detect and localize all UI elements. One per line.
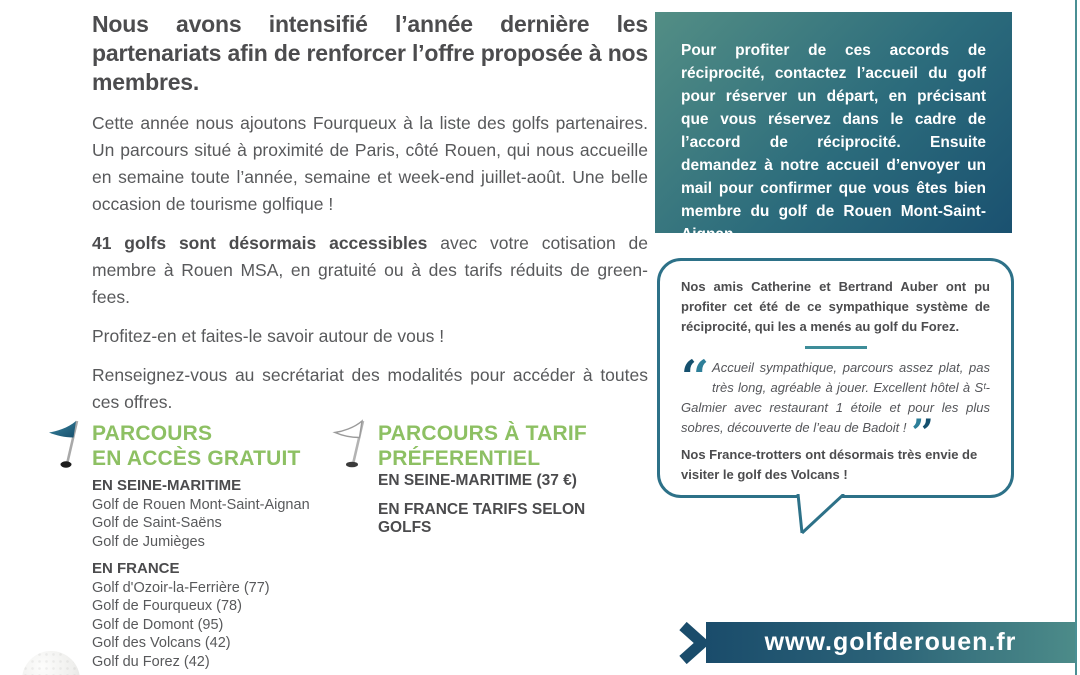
article-column [92,10,648,428]
preferential-section-lines [378,472,638,537]
preferential-line-france: EN FRANCE TARIFS SELON GOLFS [378,501,586,536]
preferential-section-heading [378,421,587,471]
list-item: Golf de Fourqueux (78) [92,598,242,614]
article-paragraph-3: Profitez-en et faites-le savoir autour de vous ! [92,326,445,346]
article-paragraph-2-rest: avec votre cotisation de membre à Rouen MSA, en gratuité ou à des tarifs réduits de green-fees. [92,233,648,307]
golf-count-highlight: 41 golfs sont désormais accessibles [92,233,428,253]
website-banner[interactable] [706,622,1075,663]
reciprocity-info-text: Pour profiter de ces accords de réciprocité, contactez l’accueil du golf pour réserver un départ, en précisant que vous réservez dans le cadre de l’accord de réciprocité. Ensuite demandez à notre accueil d’envoyer un mail pour confirmer que vous êtes bien membre du golf de Rouen Mont-Saint-Aignan. [681,42,986,243]
reciprocity-info-box [655,12,1012,243]
preferential-heading-line2: PRÉFERENTIEL [378,447,541,470]
list-item: Golf d'Ozoir-la-Ferrière (77) [92,579,270,596]
free-section-heading-line2: EN ACCÈS GRATUIT [92,447,301,470]
free-section-heading [92,421,301,471]
free-group2-title: EN FRANCE [92,560,180,577]
list-item: Golf des Volcans (42) [92,635,231,651]
free-section-lists [92,477,342,671]
article-paragraph-4: Renseignez-vous au secrétariat des modalités pour accéder à toutes ces offres. [92,365,648,412]
close-quote-icon: ’’ [911,412,931,454]
page-edge-rule [1075,0,1077,675]
testimonial-quote [681,350,990,454]
testimonial-intro: Nos amis Catherine et Bertrand Auber ont pu profiter cet été de ce sympathique système de réciprocité, qui les a menés au golf du Forez. [681,279,990,334]
golf-flag-outline-icon [332,418,374,470]
preferential-line-seine-maritime: EN SEINE-MARITIME (37 €) [378,472,577,489]
article-paragraph-1: Cette année nous ajoutons Fourqueux à la liste des golfs partenaires. Un parcours situé à proximité de Paris, côté Rouen, qui nous accueille en semaine toute l’année, semaine et week-end juillet-août. Une belle occasion de tourisme golfique ! [92,113,648,214]
free-group1-title: EN SEINE-MARITIME [92,477,242,494]
free-section-heading-line1: PARCOURS [92,422,213,445]
list-item: Golf de Jumièges [92,533,205,550]
banner-chevron-icon [676,622,710,664]
golf-flag-filled-icon [46,418,88,470]
list-item: Golf de Rouen Mont-Saint-Aignan [92,496,310,513]
open-quote-icon: ‘‘ [681,350,706,404]
bubble-tail [788,494,850,538]
list-item: Golf du Forez (42) [92,653,210,670]
preferential-heading-line1: PARCOURS À TARIF [378,422,587,445]
list-item: Golf de Domont (95) [92,616,224,633]
article-heading: Nous avons intensifié l’année dernière les partenariats afin de renforcer l’offre proposée à nos membres. [92,11,648,95]
website-url[interactable]: www.golfderouen.fr [764,628,1017,656]
testimonial-divider [805,346,867,349]
golf-ball-image [22,651,80,675]
testimonial-outro: Nos France-trotters ont désormais très envie de visiter le golf des Volcans ! [681,447,978,482]
testimonial-quote-text: Accueil sympathique, parcours assez plat, pas très long, agréable à jouer. Excellent hôtel à Sᵗ-Galmier avec restaurant 1 étoile et pour les plus sobres, découverte de l’eau de Badoit ! [681,360,990,435]
article-paragraph-2 [92,230,648,311]
testimonial-bubble [657,258,1014,498]
list-item: Golf de Saint-Saëns [92,515,222,531]
